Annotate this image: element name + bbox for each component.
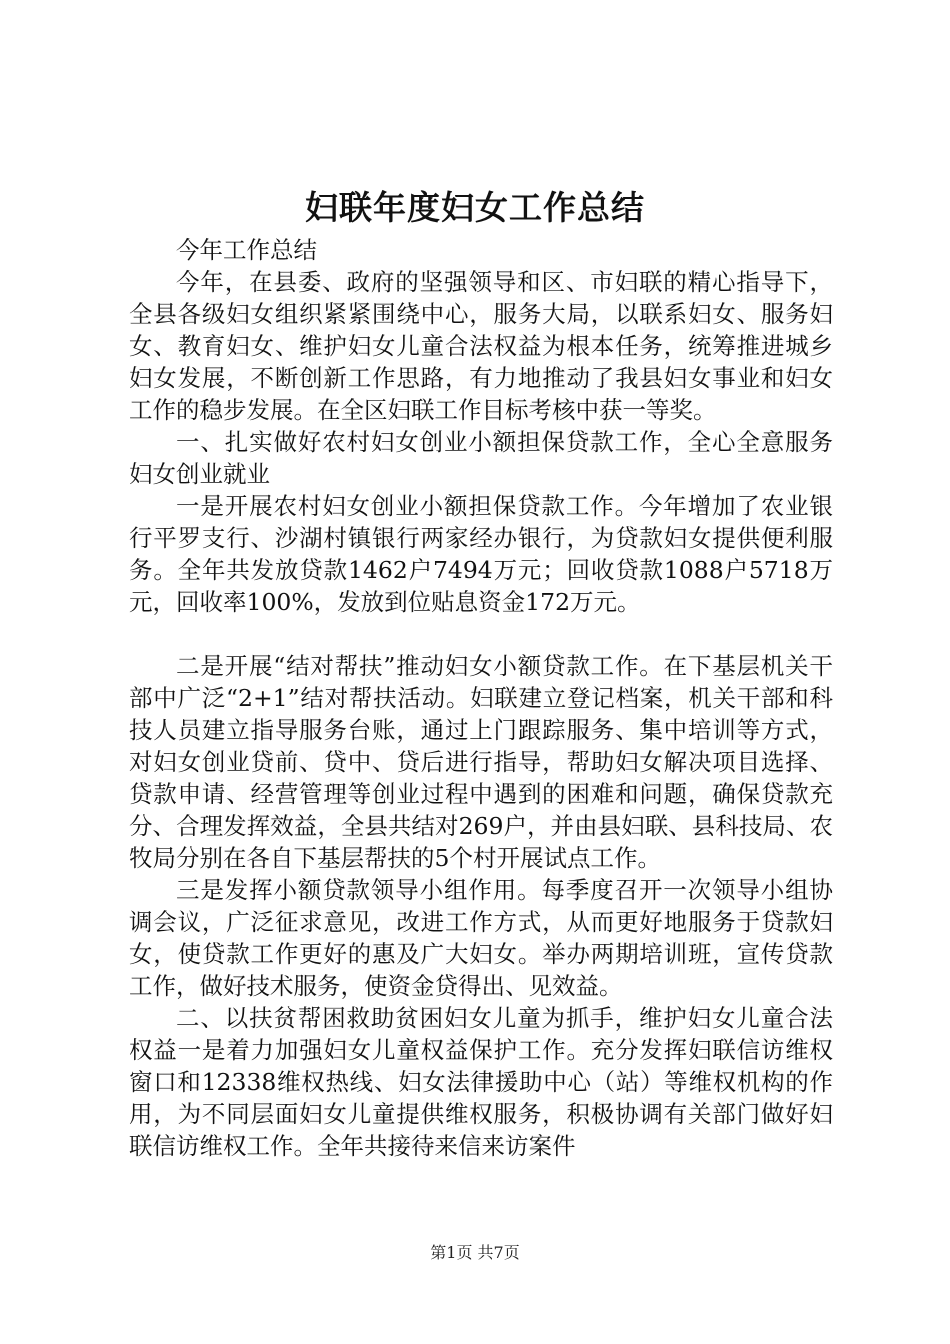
paragraph-section-one-heading: 一、扎实做好农村妇女创业小额担保贷款工作，全心全意服务妇女创业就业 bbox=[129, 428, 833, 488]
page-footer: 第1页 共7页 bbox=[430, 1243, 520, 1262]
paragraph-section-two: 二、以扶贫帮困救助贫困妇女儿童为抓手，维护妇女儿童合法权益一是着力加强妇女儿童权益保护工作。充分发挥妇联信访维权窗口和12338维权热线、妇女法律援助中心（站）等维权机构的作用，为不同层面妇女儿童提供维权服务，积极协调有关部门做好妇联信访维权工作。全年共接待来信来访案件 bbox=[129, 1004, 833, 1160]
paragraph-loan-work: 一是开展农村妇女创业小额担保贷款工作。今年增加了农业银行平罗支行、沙湖村镇银行两家经办银行，为贷款妇女提供便利服务。全年共发放贷款1462户7494万元；回收贷款1088户5718万元，回收率100%，发放到位贴息资金172万元。 bbox=[129, 492, 833, 616]
document-title: 妇联年度妇女工作总结 bbox=[305, 188, 645, 227]
paragraph-intro-heading: 今年工作总结 bbox=[176, 236, 317, 264]
paragraph-pairing-assistance: 二是开展“结对帮扶”推动妇女小额贷款工作。在下基层机关干部中广泛“2+1”结对帮扶活动。妇联建立登记档案，机关干部和科技人员建立指导服务台账，通过上门跟踪服务、集中培训等方式，对妇女创业贷前、贷中、贷后进行指导，帮助妇女解决项目选择、贷款申请、经营管理等创业过程中遇到的困难和问题，确保贷款充分、合理发挥效益，全县共结对269户，并由县妇联、县科技局、农牧局分别在各自下基层帮扶的5个村开展试点工作。 bbox=[129, 652, 833, 872]
document-body bbox=[129, 234, 833, 1162]
paragraph-leadership-group: 三是发挥小额贷款领导小组作用。每季度召开一次领导小组协调会议，广泛征求意见，改进工作方式，从而更好地服务于贷款妇女，使贷款工作更好的惠及广大妇女。举办两期培训班，宣传贷款工作，做好技术服务，使资金贷得出、见效益。 bbox=[129, 876, 833, 1000]
paragraph-overview: 今年，在县委、政府的坚强领导和区、市妇联的精心指导下，全县各级妇女组织紧紧围绕中心，服务大局，以联系妇女、服务妇女、教育妇女、维护妇女儿童合法权益为根本任务，统筹推进城乡妇女发展，不断创新工作思路，有力地推动了我县妇女事业和妇女工作的稳步发展。在全区妇联工作目标考核中获一等奖。 bbox=[129, 268, 833, 424]
